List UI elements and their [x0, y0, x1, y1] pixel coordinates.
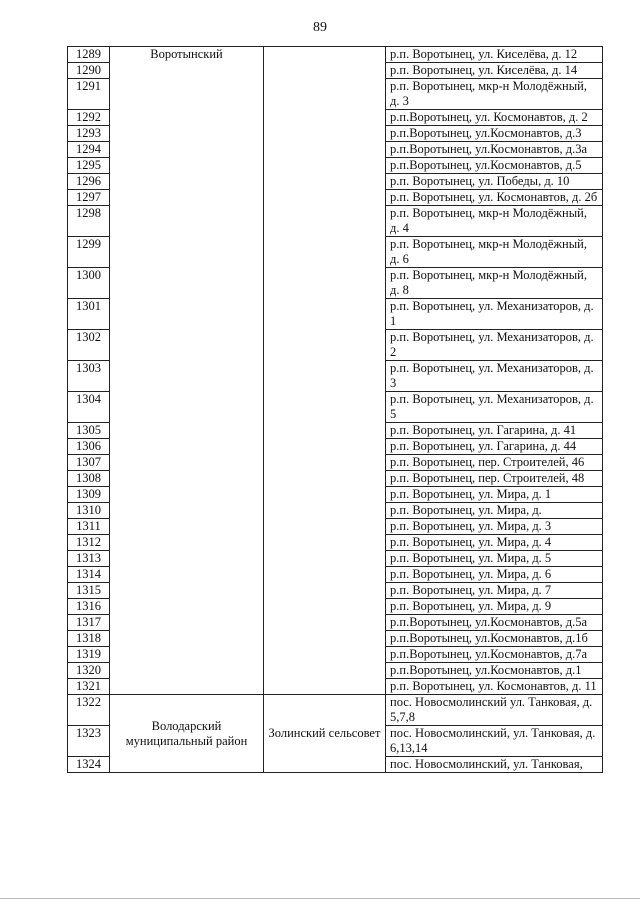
- row-number: 1315: [68, 583, 110, 599]
- district-name: Володарский муниципальный район: [110, 695, 264, 773]
- address-cell: р.п. Воротынец, ул. Мира, д. 7: [386, 583, 603, 599]
- row-number: 1304: [68, 392, 110, 423]
- district-name: Воротынский: [110, 47, 264, 695]
- row-number: 1318: [68, 631, 110, 647]
- row-number: 1309: [68, 487, 110, 503]
- row-number: 1293: [68, 126, 110, 142]
- row-number: 1300: [68, 268, 110, 299]
- address-cell: р.п.Воротынец, ул.Космонавтов, д.7а: [386, 647, 603, 663]
- row-number: 1319: [68, 647, 110, 663]
- address-cell: р.п. Воротынец, ул. Победы, д. 10: [386, 174, 603, 190]
- address-cell: р.п.Воротынец, ул.Космонавтов, д.3а: [386, 142, 603, 158]
- address-cell: р.п. Воротынец, ул. Механизаторов, д. 3: [386, 361, 603, 392]
- row-number: 1321: [68, 679, 110, 695]
- settlement-name: Золинский сельсовет: [264, 695, 386, 773]
- address-cell: пос. Новосмолинский ул. Танковая, д. 5,7,8: [386, 695, 603, 726]
- row-number: 1290: [68, 63, 110, 79]
- row-number: 1307: [68, 455, 110, 471]
- row-number: 1292: [68, 110, 110, 126]
- address-cell: р.п. Воротынец, пер. Строителей, 48: [386, 471, 603, 487]
- addresses-table: [67, 46, 603, 773]
- address-cell: р.п. Воротынец, мкр-н Молодёжный, д. 3: [386, 79, 603, 110]
- row-number: 1324: [68, 757, 110, 773]
- row-number: 1322: [68, 695, 110, 726]
- row-number: 1317: [68, 615, 110, 631]
- row-number: 1316: [68, 599, 110, 615]
- row-number: 1299: [68, 237, 110, 268]
- row-number: 1320: [68, 663, 110, 679]
- row-number: 1308: [68, 471, 110, 487]
- address-cell: р.п. Воротынец, пер. Строителей, 46: [386, 455, 603, 471]
- row-number: 1310: [68, 503, 110, 519]
- address-cell: р.п.Воротынец, ул.Космонавтов, д.5: [386, 158, 603, 174]
- row-number: 1291: [68, 79, 110, 110]
- row-number: 1311: [68, 519, 110, 535]
- row-number: 1298: [68, 206, 110, 237]
- address-cell: р.п. Воротынец, ул. Мира, д. 3: [386, 519, 603, 535]
- address-cell: пос. Новосмолинский, ул. Танковая,: [386, 757, 603, 773]
- address-cell: р.п. Воротынец, ул. Гагарина, д. 41: [386, 423, 603, 439]
- address-cell: р.п. Воротынец, ул. Мира, д. 1: [386, 487, 603, 503]
- address-cell: р.п.Воротынец, ул.Космонавтов, д.1: [386, 663, 603, 679]
- address-cell: р.п.Воротынец, ул.Космонавтов, д.5а: [386, 615, 603, 631]
- address-cell: р.п. Воротынец, ул. Механизаторов, д. 2: [386, 330, 603, 361]
- row-number: 1314: [68, 567, 110, 583]
- address-cell: р.п. Воротынец, ул. Космонавтов, д. 11: [386, 679, 603, 695]
- row-number: 1313: [68, 551, 110, 567]
- row-number: 1305: [68, 423, 110, 439]
- address-cell: р.п. Воротынец, мкр-н Молодёжный, д. 8: [386, 268, 603, 299]
- address-cell: пос. Новосмолинский, ул. Танковая, д. 6,13,14: [386, 726, 603, 757]
- row-number: 1296: [68, 174, 110, 190]
- address-cell: р.п. Воротынец, мкр-н Молодёжный, д. 4: [386, 206, 603, 237]
- address-cell: р.п. Воротынец, ул. Мира, д. 9: [386, 599, 603, 615]
- row-number: 1297: [68, 190, 110, 206]
- row-number: 1302: [68, 330, 110, 361]
- settlement-name: [264, 47, 386, 695]
- address-cell: р.п.Воротынец, ул.Космонавтов, д.1б: [386, 631, 603, 647]
- table-row: [68, 695, 603, 726]
- address-cell: р.п. Воротынец, ул. Киселёва, д. 14: [386, 63, 603, 79]
- address-cell: р.п. Воротынец, ул. Космонавтов, д. 2б: [386, 190, 603, 206]
- row-number: 1289: [68, 47, 110, 63]
- page-number: 89: [313, 20, 327, 35]
- addresses-table-body: [68, 47, 603, 773]
- address-cell: р.п. Воротынец, ул. Киселёва, д. 12: [386, 47, 603, 63]
- row-number: 1312: [68, 535, 110, 551]
- address-cell: р.п. Воротынец, ул. Мира, д.: [386, 503, 603, 519]
- address-cell: р.п.Воротынец, ул.Космонавтов, д.3: [386, 126, 603, 142]
- row-number: 1323: [68, 726, 110, 757]
- address-cell: р.п. Воротынец, ул. Механизаторов, д. 1: [386, 299, 603, 330]
- address-cell: р.п. Воротынец, мкр-н Молодёжный, д. 6: [386, 237, 603, 268]
- row-number: 1301: [68, 299, 110, 330]
- address-cell: р.п. Воротынец, ул. Гагарина, д. 44: [386, 439, 603, 455]
- address-cell: р.п. Воротынец, ул. Механизаторов, д. 5: [386, 392, 603, 423]
- address-cell: р.п. Воротынец, ул. Мира, д. 6: [386, 567, 603, 583]
- row-number: 1303: [68, 361, 110, 392]
- address-cell: р.п. Воротынец, ул. Мира, д. 4: [386, 535, 603, 551]
- row-number: 1294: [68, 142, 110, 158]
- address-cell: р.п. Воротынец, ул. Мира, д. 5: [386, 551, 603, 567]
- page-bottom-edge: [0, 898, 640, 899]
- row-number: 1306: [68, 439, 110, 455]
- table-row: [68, 47, 603, 63]
- row-number: 1295: [68, 158, 110, 174]
- address-cell: р.п.Воротынец, ул. Космонавтов, д. 2: [386, 110, 603, 126]
